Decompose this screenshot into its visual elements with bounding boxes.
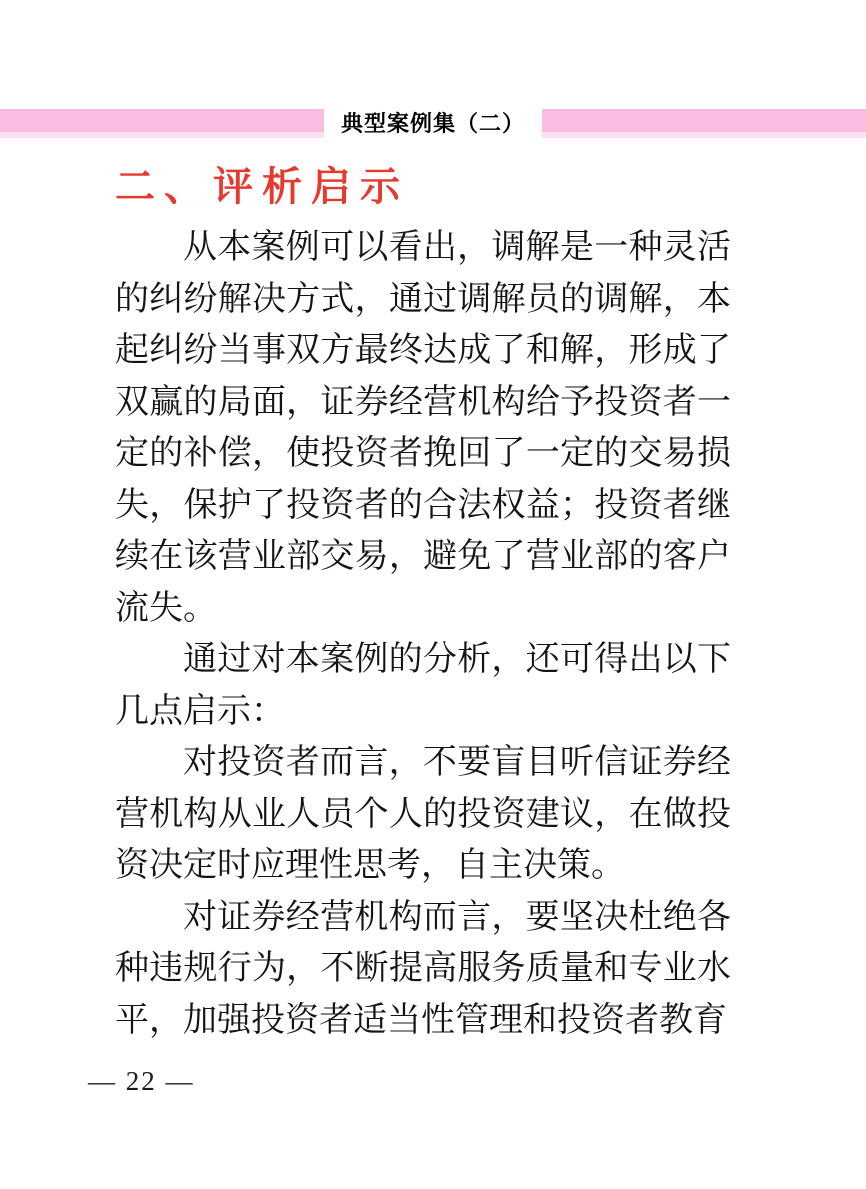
header-band-bar-left: [0, 109, 324, 138]
paragraph: 从本案例可以看出，调解是一种灵活的纠纷解决方式，通过调解员的调解，本起纠纷当事双方最终达成了和解，形成了双赢的局面，证券经营机构给予投资者一定的补偿，使投资者挽回了一定的交易损失，保护了投资者的合法权益；投资者继续在该营业部交易，避免了营业部的客户流失。: [115, 229, 731, 627]
page-number: — 22 —: [88, 1066, 195, 1096]
body-text-block: [115, 222, 731, 1046]
section-heading: 二、评析启示: [115, 165, 409, 209]
paragraph: 对证券经营机构而言，要坚决杜绝各种违规行为，不断提高服务质量和专业水平，加强投资者适当性管理和投资者教育: [115, 898, 731, 1039]
header-band-bar-right: [542, 109, 866, 138]
paragraph: 通过对本案例的分析，还可得出以下几点启示：: [115, 641, 731, 730]
running-header-title: 典型案例集（二）: [324, 109, 542, 138]
paragraph: 对投资者而言，不要盲目听信证券经营机构从业人员个人的投资建议，在做投资决定时应理性思考，自主决策。: [115, 744, 731, 884]
header-band: [0, 109, 866, 138]
